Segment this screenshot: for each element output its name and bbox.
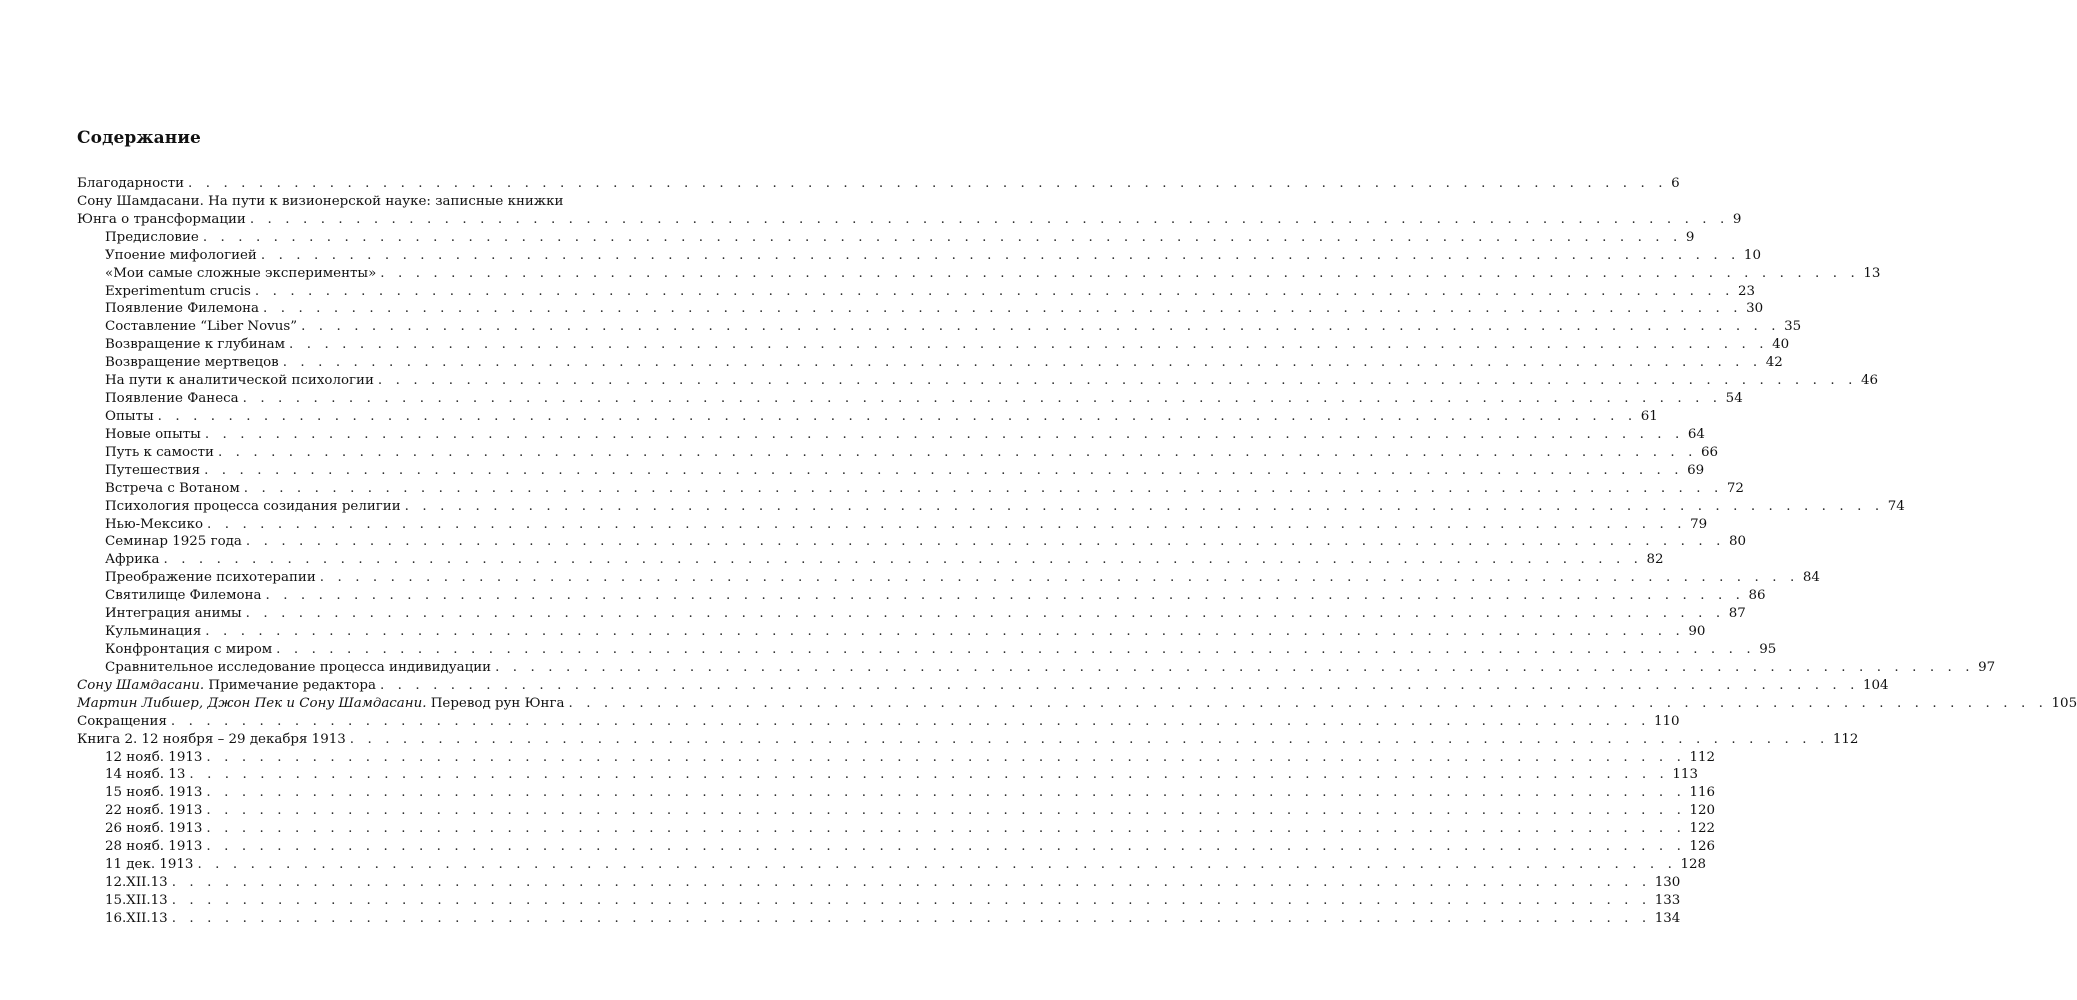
toc-entry [77,516,1708,534]
toc-entry [77,695,2077,713]
toc-entry [77,480,1744,498]
toc-page-number: 79 [1690,516,1708,532]
toc-entry [77,749,1715,767]
toc-entry [77,354,1783,372]
toc-page-number: 23 [1737,283,1755,299]
toc-dot-leader: . . . . . . . . . . . . . . . . . . . . . . . . . . . . . . . . . . . . . . . . . . . . . . . . . . . . . . . . . . . . . . . . . . . . . . . . . . . . . . . . . . . . [260,247,1740,263]
toc-page-number: 112 [1689,749,1715,765]
toc-entry-title: Появление Фанеса [105,391,239,407]
toc-entry [77,426,1705,444]
toc-page-number: 112 [1832,731,1859,747]
toc-entry [77,802,1715,820]
toc-entry-title: Упоение мифологией [105,247,257,263]
toc-entry [77,372,1878,390]
toc-dot-leader: . . . . . . . . . . . . . . . . . . . . . . . . . . . . . . . . . . . . . . . . . . . . . . . . . . . . . . . . . . . . . . . . . . . . . . . . . . . . . . . . . . . . [206,839,1686,855]
toc-entry-title: Появление Филемона [105,301,260,317]
toc-entry [77,641,1777,659]
toc-dot-leader: . . . . . . . . . . . . . . . . . . . . . . . . . . . . . . . . . . . . . . . . . . . . . . . . . . . . . . . . . . . . . . . . . . . . . . . . . . . . . . . . . . . . [188,176,1668,191]
toc-dot-leader: . . . . . . . . . . . . . . . . . . . . . . . . . . . . . . . . . . . . . . . . . . . . . . . . . . . . . . . . . . . . . . . . . . . . . . . . . . . . . . . . . . . . [254,283,1734,299]
toc-dot-leader: . . . . . . . . . . . . . . . . . . . . . . . . . . . . . . . . . . . . . . . . . . . . . . . . . . . . . . . . . . . . . . . . . . . . . . . . . . . . . . . . . . . . [202,229,1682,245]
toc-entry-title: Возвращение к глубинам [105,337,286,353]
toc-entry-title-text: Примечание редактора [204,677,376,693]
toc-entry [77,265,1881,283]
toc-dot-leader: . . . . . . . . . . . . . . . . . . . . . . . . . . . . . . . . . . . . . . . . . . . . . . . . . . . . . . . . . . . . . . . . . . . . . . . . . . . . . . . . . . . . [282,355,1762,371]
toc-entry [77,247,1761,265]
toc-entry-title: Семинар 1925 года [105,534,242,550]
toc-entry-title: Предисловие [105,229,199,245]
toc-entry [77,605,1746,623]
toc-entry [77,623,1706,641]
toc-entry-title: 22 нояб. 1913 [105,803,203,819]
toc-dot-leader: . . . . . . . . . . . . . . . . . . . . . . . . . . . . . . . . . . . . . . . . . . . . . . . . . . . . . . . . . . . . . . . . . . . . . . . . . . . . . . . . . . . . [171,892,1651,908]
toc-dot-leader: . . . . . . . . . . . . . . . . . . . . . . . . . . . . . . . . . . . . . . . . . . . . . . . . . . . . . . . . . . . . . . . . . . . . . . . . . . . . . . . . . . . . [163,552,1643,568]
toc-page-number: 126 [1689,839,1715,855]
toc-page-number: 9 [1732,211,1742,227]
toc-dot-leader: . . . . . . . . . . . . . . . . . . . . . . . . . . . . . . . . . . . . . . . . . . . . . . . . . . . . . . . . . . . . . . . . . . . . . . . . . . . . . . . . . . . . [189,767,1669,783]
toc-entry [77,856,1707,874]
toc-entry-title: Встреча с Вотаном [105,480,240,496]
toc-dot-leader: . . . . . . . . . . . . . . . . . . . . . . . . . . . . . . . . . . . . . . . . . . . . . . . . . . . . . . . . . . . . . . . . . . . . . . . . . . . . . . . . . . . . [157,408,1637,424]
toc-dot-leader: . . . . . . . . . . . . . . . . . . . . . . . . . . . . . . . . . . . . . . . . . . . . . . . . . . . . . . . . . . . . . . . . . . . . . . . . . . . . . . . . . . . . [205,624,1685,640]
toc-entry-title: 11 дек. 1913 [105,857,194,873]
toc-entry-title: Опыты [105,408,154,424]
toc-entry-title: 16.XII.13 [105,910,168,926]
toc-page-number: 130 [1654,874,1681,890]
toc-entry [77,408,1658,426]
toc-dot-leader: . . . . . . . . . . . . . . . . . . . . . . . . . . . . . . . . . . . . . . . . . . . . . . . . . . . . . . . . . . . . . . . . . . . . . . . . . . . . . . . . . . . . [301,319,1781,335]
toc-entry [77,784,1715,802]
toc-dot-leader: . . . . . . . . . . . . . . . . . . . . . . . . . . . . . . . . . . . . . . . . . . . . . . . . . . . . . . . . . . . . . . . . . . . . . . . . . . . . . . . . . . . . [249,211,1729,227]
toc-entry-title: На пути к аналитической психологии [105,373,374,389]
toc-entry [77,713,1680,731]
toc-entry-title: Африка [105,552,160,568]
toc-entry [77,193,626,211]
toc-entry-author: Мартин Либшер, Джон Пек и Сону Шамдасани. [77,695,427,711]
toc-page-number: 87 [1728,606,1746,622]
toc-entry-title: 12.XII.13 [105,874,168,890]
toc-page-number: 46 [1860,373,1878,389]
toc-entry-title: Путешествия [105,462,201,478]
toc-page-number: 84 [1802,570,1820,586]
toc-entry-title: Книга 2. 12 ноября – 29 декабря 1913 [77,731,346,747]
toc-page-number: 69 [1687,462,1705,478]
toc-dot-leader: . . . . . . . . . . . . . . . . . . . . . . . . . . . . . . . . . . . . . . . . . . . . . . . . . . . . . . . . . . . . . . . . . . . . . . . . . . . . . . . . . . . . [204,426,1684,442]
toc-dot-leader: . . . . . . . . . . . . . . . . . . . . . . . . . . . . . . . . . . . . . . . . . . . . . . . . . . . . . . . . . . . . . . . . . . . . . . . . . . . . . . . . . . . . [170,713,1650,729]
toc-entry-title: Интеграция анимы [105,606,242,622]
toc-entry [77,336,1790,354]
toc-entry [77,766,1698,784]
toc-dot-leader: . . . . . . . . . . . . . . . . . . . . . . . . . . . . . . . . . . . . . . . . . . . . . . . . . . . . . . . . . . . . . . . . . . . . . . . . . . . . . . . . . . . . [276,641,1756,657]
toc-dot-leader: . . . . . . . . . . . . . . . . . . . . . . . . . . . . . . . . . . . . . . . . . . . . . . . . . . . . . . . . . . . . . . . . . . . . . . . . . . . . . . . . . . . . [245,534,1725,550]
toc-entry [77,444,1719,462]
toc-entry [77,533,1746,551]
toc-entry [77,498,1905,516]
toc-dot-leader: . . . . . . . . . . . . . . . . . . . . . . . . . . . . . . . . . . . . . . . . . . . . . . . . . . . . . . . . . . . . . . . . . . . . . . . . . . . . . . . . . . . . [171,874,1651,890]
toc-dot-leader: . . . . . . . . . . . . . . . . . . . . . . . . . . . . . . . . . . . . . . . . . . . . . . . . . . . . . . . . . . . . . . . . . . . . . . . . . . . . . . . . . . . . [380,265,1860,281]
toc-entry-title: 15.XII.13 [105,892,168,908]
toc-dot-leader: . . . . . . . . . . . . . . . . . . . . . . . . . . . . . . . . . . . . . . . . . . . . . . . . . . . . . . . . . . . . . . . . . . . . . . . . . . . . . . . . . . . . [207,516,1687,532]
toc-entry [77,892,1681,910]
toc-page-number: 80 [1728,534,1746,550]
toc-entry-title: Сравнительное исследование процесса индивидуации [105,659,492,675]
toc-entry-author: Сону Шамдасани. [77,677,205,693]
toc-dot-leader: . . . . . . . . . . . . . . . . . . . . . . . . . . . . . . . . . . . . . . . . . . . . . . . . . . . . . . . . . . . . . . . . . . . . . . . . . . . . . . . . . . . . [404,498,1884,514]
toc-dot-leader: . . . . . . . . . . . . . . . . . . . . . . . . . . . . . . . . . . . . . . . . . . . . . . . . . . . . . . . . . . . . . . . . . . . . . . . . . . . . . . . . . . . . [379,677,1859,693]
toc-page-number: 54 [1725,391,1743,407]
toc-page-number: 122 [1689,821,1715,837]
toc-dot-leader: . . . . . . . . . . . . . . . . . . . . . . . . . . . . . . . . . . . . . . . . . . . . . . . . . . . . . . . . . . . . . . . . . . . . . . . . . . . . . . . . . . . . [319,570,1799,586]
toc-dot-leader: . . . . . . . . . . . . . . . . . . . . . . . . . . . . . . . . . . . . . . . . . . . . . . . . . . . . . . . . . . . . . . . . . . . . . . . . . . . . . . . . . . . . [495,659,1975,675]
toc-dot-leader: . . . . . . . . . . . . . . . . . . . . . . . . . . . . . . . . . . . . . . . . . . . . . . . . . . . . . . . . . . . . . . . . . . . . . . . . . . . . . . . . . . . . [568,695,2048,711]
toc-dot-leader: . . . . . . . . . . . . . . . . . . . . . . . . . . . . . . . . . . . . . . . . . . . . . . . . . . . . . . . . . . . . . . . . . . . . . . . . . . . . . . . . . . . . [206,785,1686,801]
toc-entry [77,569,1820,587]
toc-page-number: 61 [1640,408,1658,424]
toc-entry-title: Кульминация [105,624,202,640]
contents-heading: Содержание [77,128,201,148]
toc-entry-title: 14 нояб. 13 [105,767,186,783]
toc-entry-title [77,695,568,713]
toc-entry-title: 15 нояб. 1913 [105,785,203,801]
toc-dot-leader: . . . . . . . . . . . . . . . . . . . . . . . . . . . . . . . . . . . . . . . . . . . . . . . . . . . . . . . . . . . . . . . . . . . . . . . . . . . . . . . . . . . . [349,731,1829,747]
toc-dot-leader: . . . . . . . . . . . . . . . . . . . . . . . . . . . . . . . . . . . . . . . . . . . . . . . . . . . . . . . . . . . . . . . . . . . . . . . . . . . . . . . . . . . . [243,480,1723,496]
toc-entry [77,283,1755,301]
toc-entry [77,659,1996,677]
toc-page-number: 133 [1654,892,1681,908]
toc-entry-title: 12 нояб. 1913 [105,749,203,765]
toc-page-number: 13 [1863,265,1881,281]
toc-dot-leader: . . . . . . . . . . . . . . . . . . . . . . . . . . . . . . . . . . . . . . . . . . . . . . . . . . . . . . . . . . . . . . . . . . . . . . . . . . . . . . . . . . . . [245,606,1725,622]
toc-page-number: 9 [1685,229,1695,245]
toc-page-number: 97 [1978,659,1996,675]
toc-page-number: 42 [1765,355,1783,371]
toc-entry [77,211,1742,229]
toc-page-number: 90 [1688,624,1706,640]
toc-entry [77,390,1743,408]
toc-dot-leader: . . . . . . . . . . . . . . . . . . . . . . . . . . . . . . . . . . . . . . . . . . . . . . . . . . . . . . . . . . . . . . . . . . . . . . . . . . . . . . . . . . . . [289,337,1769,353]
toc-page-number: 128 [1680,857,1707,873]
toc-entry [77,910,1681,928]
toc-dot-leader: . . . . . . . . . . . . . . . . . . . . . . . . . . . . . . . . . . . . . . . . . . . . . . . . . . . . . . . . . . . . . . . . . . . . . . . . . . . . . . . . . . . . [206,749,1686,765]
toc-page-number: 86 [1748,588,1766,604]
toc-entry-title: Путь к самости [105,444,214,460]
toc-page-number: 10 [1743,247,1761,263]
toc-entry-title: Преображение психотерапии [105,570,316,586]
toc-entry-title: Юнга о трансформации [77,211,246,227]
toc-dot-leader: . . . . . . . . . . . . . . . . . . . . . . . . . . . . . . . . . . . . . . . . . . . . . . . . . . . . . . . . . . . . . . . . . . . . . . . . . . . . . . . . . . . . [263,301,1743,317]
toc-page-number: 82 [1646,552,1664,568]
toc-entry-title: Возвращение мертвецов [105,355,279,371]
toc-dot-leader: . . . . . . . . . . . . . . . . . . . . . . . . . . . . . . . . . . . . . . . . . . . . . . . . . . . . . . . . . . . . . . . . . . . . . . . . . . . . . . . . . . . . [377,373,1857,389]
toc-entry [77,874,1681,892]
toc-page-number: 30 [1746,301,1764,317]
toc-entry-title: 28 нояб. 1913 [105,839,203,855]
toc-dot-leader: . . . . . . . . . . . . . . . . . . . . . . . . . . . . . . . . . . . . . . . . . . . . . . . . . . . . . . . . . . . . . . . . . . . . . . . . . . . . . . . . . . . . [242,391,1722,407]
toc-entry [77,820,1715,838]
toc-dot-leader: . . . . . . . . . . . . . . . . . . . . . . . . . . . . . . . . . . . . . . . . . . . . . . . . . . . . . . . . . . . . . . . . . . . . . . . . . . . . . . . . . . . . [197,857,1677,873]
toc-entry-title: Составление “Liber Novus” [105,319,298,335]
toc-entry-title: Experimentum crucis [105,283,251,299]
toc-entry [77,300,1764,318]
toc-entry-title-text: Перевод рун Юнга [426,695,565,711]
toc-dot-leader: . . . . . . . . . . . . . . . . . . . . . . . . . . . . . . . . . . . . . . . . . . . . . . . . . . . . . . . . . . . . . . . . . . . . . . . . . . . . . . . . . . . . [204,462,1684,478]
toc-entry [77,677,1889,695]
toc-entry [77,229,1695,247]
toc-dot-leader: . . . . . . . . . . . . . . . . . . . . . . . . . . . . . . . . . . . . . . . . . . . . . . . . . . . . . . . . . . . . . . . . . . . . . . . . . . . . . . . . . . . . [206,821,1686,837]
toc-page-number: 120 [1689,803,1715,819]
toc-entry-title: Сокращения [77,713,167,729]
toc-dot-leader: . . . . . . . . . . . . . . . . . . . . . . . . . . . . . . . . . . . . . . . . . . . . . . . . . . . . . . . . . . . . . . . . . . . . . . . . . . . . . . . . . . . . [265,588,1745,604]
table-of-contents [77,175,2077,928]
toc-dot-leader: . . . . . . . . . . . . . . . . . . . . . . . . . . . . . . . . . . . . . . . . . . . . . . . . . . . . . . . . . . . . . . . . . . . . . . . . . . . . . . . . . . . . [217,444,1697,460]
toc-entry [77,587,1766,605]
toc-page-number: 105 [2051,695,2077,711]
toc-page-number: 104 [1862,677,1889,693]
toc-page-number: 116 [1689,785,1715,801]
toc-entry-title: Благодарности [77,176,185,191]
toc-entry [77,551,1664,569]
toc-page-number: 134 [1654,910,1681,926]
toc-entry-title: Психология процесса созидания религии [105,498,401,514]
toc-entry [77,175,1680,193]
toc-entry-title: «Мои самые сложные эксперименты» [105,265,377,281]
toc-entry-title: Новые опыты [105,426,201,442]
toc-dot-leader: . . . . . . . . . . . . . . . . . . . . . . . . . . . . . . . . . . . . . . . . . . . . . . . . . . . . . . . . . . . . . . . . . . . . . . . . . . . . . . . . . . . . [206,803,1686,819]
toc-page-number: 35 [1784,319,1802,335]
toc-entry-title: Святилище Филемона [105,588,262,604]
toc-page-number: 95 [1759,641,1777,657]
toc-dot-leader: . . . . . . . . . . . . . . . . . . . . . . . . . . . . . . . . . . . . . . . . . . . . . . . . . . . . . . . . . . . . . . . . . . . . . . . . . . . . . . . . . . . . [171,910,1651,926]
toc-page-number: 66 [1700,444,1719,460]
toc-entry-title: 26 нояб. 1913 [105,821,203,837]
toc-entry [77,731,1859,749]
toc-page-number: 74 [1887,498,1905,514]
toc-entry [77,318,1802,336]
toc-page-number: 6 [1671,176,1680,191]
toc-page-number: 113 [1672,767,1698,783]
toc-entry [77,462,1705,480]
toc-page-number: 110 [1653,713,1680,729]
toc-entry-title [77,677,380,695]
toc-entry-title: Сону Шамдасани. На пути к визионерской науке: записные книжки [77,193,564,209]
toc-page-number: 40 [1772,337,1790,353]
toc-page-number: 64 [1687,426,1705,442]
toc-page-number: 72 [1726,480,1744,496]
toc-entry-title: Нью-Мексико [105,516,204,532]
toc-entry [77,838,1715,856]
toc-entry-title: Конфронтация с миром [105,641,273,657]
